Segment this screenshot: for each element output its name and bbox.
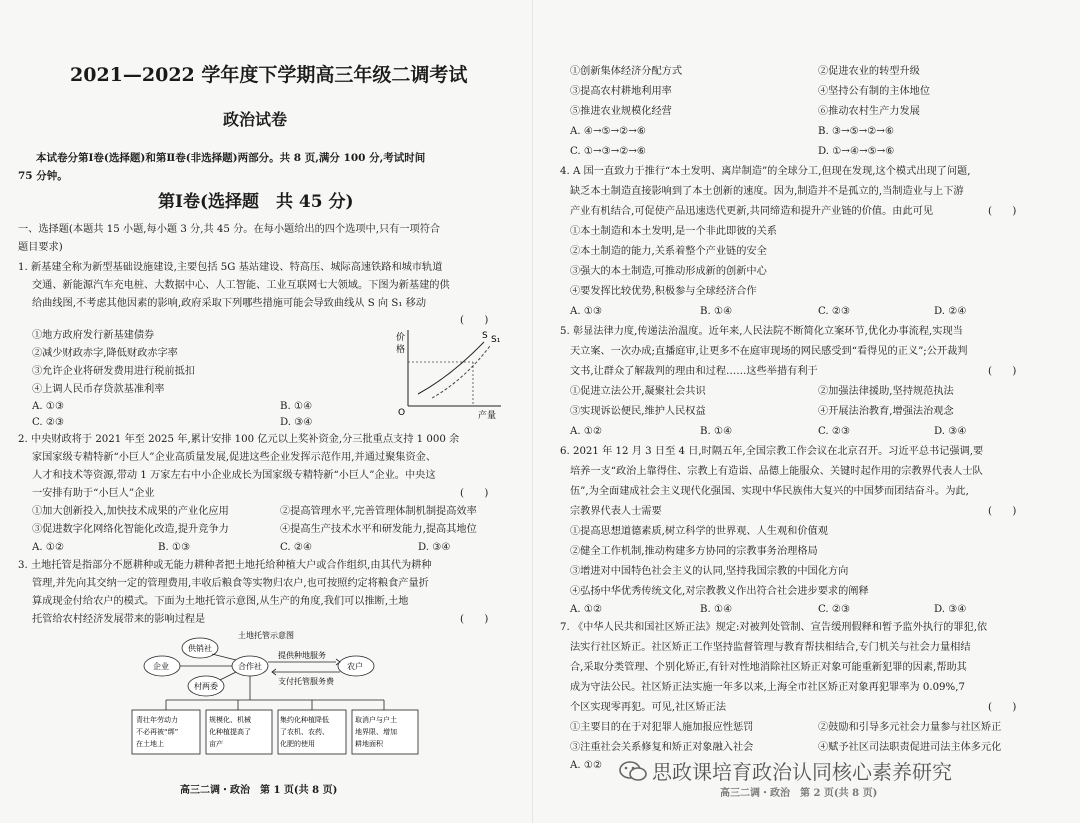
q6-line-2: 培养一支“政治上靠得住、宗教上有造诣、品德上能服众、关键时起作用的宗教界代表人士队: [570, 466, 983, 477]
q3-answer-d: D. ①→④→⑤→⑥: [818, 146, 895, 157]
q3-line-2: 管理,并先向其交纳一定的管理费用,丰收后粮食等实物归农户,也可按照约定将粮食产量折: [32, 578, 429, 589]
box4-line2: 地界限、增加: [355, 728, 397, 736]
box2-line1: 规模化、机械: [209, 716, 251, 724]
q6-answer-d: D. ③④: [934, 604, 967, 615]
q2-item-1: ①加大创新投入,加快技术成果的产业化应用: [32, 506, 229, 517]
box3-line2: 了农机、农药、: [280, 728, 329, 736]
supply-curve-s: [418, 342, 484, 394]
q1-paren: ( ): [460, 315, 489, 326]
q7-item-3: ③注重社会关系修复和矫正对象融入社会: [570, 742, 754, 753]
q6-line-3: 伍”,为全面建成社会主义现代化强国、实现中华民族伟大复兴的中国梦而团结奋斗。为此,: [570, 486, 969, 497]
q3-item-3: ③提高农村耕地利用率: [570, 86, 672, 97]
watermark-text: 思政课培育政治认同核心素养研究: [652, 760, 952, 784]
wechat-icon: [618, 758, 648, 784]
box1-line1: 青壮年劳动力: [136, 716, 178, 724]
right-page: [560, 0, 1038, 823]
origin-label: O: [398, 408, 406, 418]
q2-line-2: 家国家级专精特新“小巨人”企业高质量发展,促进这些企业发挥示范作用,并通过聚集资金、: [32, 452, 437, 463]
q1-line-2: 交通、新能源汽车充电桩、大数据中心、人工智能、工业互联网七大领域。下图为新基建的供: [32, 280, 450, 291]
q6-line-1: 6. 2021 年 12 月 3 日至 4 日,时隔五年,全国宗教工作会议在北京召开。习近平总书记强调,要: [560, 446, 984, 457]
q4-item-1: ①本土制造和本土发明,是一个非此即彼的关系: [570, 226, 777, 237]
q1-item-4: ④上调人民币存贷款基准利率: [32, 384, 165, 395]
supply-curve-s1: [432, 346, 490, 398]
q7-item-4: ④赋予社区司法职责促进司法主体多元化: [818, 742, 1002, 753]
q7-paren: ( ): [988, 702, 1017, 713]
q1-line-1: 1. 新基建全称为新型基础设施建设,主要包括 5G 基站建设、特高压、城际高速铁路和城市轨道: [18, 262, 443, 273]
q1-item-1: ①地方政府发行新基建债券: [32, 330, 155, 341]
left-page: [18, 0, 504, 823]
q3-paren: ( ): [460, 614, 489, 625]
node-village-label: 村两委: [194, 682, 218, 691]
link-village-coop: [220, 672, 236, 680]
instruction-line-2: 题目要求): [18, 242, 63, 253]
page-fold: [532, 0, 533, 823]
q5-answer-b: B. ①④: [700, 426, 733, 437]
q6-item-3: ③增进对中国特色社会主义的认同,坚持我国宗教的中国化方向: [570, 566, 849, 577]
x-label: 产量: [478, 411, 497, 421]
q1-answer-c: C. ②③: [32, 417, 65, 428]
right-footer: 高三二调・政治 第 2 页(共 8 页): [720, 788, 878, 799]
q2-paren: ( ): [460, 488, 489, 499]
q3-line-1: 3. 土地托管是指部分不愿耕种或无能力耕种者把土地托给种植大户或合作组织,由其代为耕种: [18, 560, 432, 571]
q4-line-2: 缺乏本土制造直接影响到了本土创新的速度。因为,制造并不是孤立的,当制造业与上下游: [570, 186, 964, 197]
q6-line-4: 宗教界代表人士需要: [570, 506, 662, 517]
q2-answer-b: B. ①③: [158, 542, 191, 553]
q2-line-4: 一安排有助于“小巨人”企业: [32, 488, 155, 499]
q3-item-1: ①创新集体经济分配方式: [570, 66, 683, 77]
q6-item-1: ①提高思想道德素质,树立科学的世界观、人生观和价值观: [570, 526, 828, 537]
q6-answer-c: C. ②③: [818, 604, 851, 615]
q5-answer-d: D. ③④: [934, 426, 967, 437]
q1-item-2: ②减少财政赤字,降低财政赤字率: [32, 348, 178, 359]
q1-line-3: 给曲线图,不考虑其他因素的影响,政府采取下列哪些措施可能会导致曲线从 S 向 S₁ 移动: [32, 298, 427, 309]
q3-item-2: ②促进农业的转型升级: [818, 66, 920, 77]
section-title: 第Ⅰ卷(选择题 共 45 分): [158, 192, 354, 212]
q5-paren: ( ): [988, 366, 1017, 377]
q4-item-2: ②本土制造的能力,关系着整个产业链的安全: [570, 246, 767, 257]
q3-item-6: ⑥推动农村生产力发展: [818, 106, 920, 117]
q3-answer-b: B. ③→⑤→②→⑥: [818, 126, 895, 137]
y-label-1: 价: [396, 333, 406, 343]
q3-line-3: 算成现金付给农户的模式。下面为土地托管示意图,从生产的角度,我们可以推断,土地: [32, 596, 409, 607]
diagram-title: 土地托管示意图: [238, 631, 294, 640]
q1-answer-d: D. ③④: [280, 417, 313, 428]
q7-item-2: ②鼓励和引导多元社会力量参与社区矫正: [818, 722, 1002, 733]
intro-line-1: 本试卷分第Ⅰ卷(选择题)和第Ⅱ卷(非选择题)两部分。共 8 页,满分 100 分,考试时间: [36, 152, 426, 164]
exam-subtitle: 政治试卷: [223, 110, 288, 129]
q2-answer-a: A. ①②: [32, 542, 65, 553]
q4-item-3: ③强大的本土制造,可推动形成新的创新中心: [570, 266, 767, 277]
q7-line-3: 合,采取分类管理、个别化矫正,有针对性地消除社区矫正对象可能重新犯罪的因素,帮助其: [570, 662, 967, 673]
q2-answer-c: C. ②④: [280, 542, 313, 553]
q7-answer-a: A. ①②: [570, 760, 603, 771]
node-supply-coop-label: 供销社: [188, 644, 212, 653]
q3-item-5: ⑤推进农业规模化经营: [570, 106, 672, 117]
instruction-line-1: 一、选择题(本题共 15 小题,每小题 3 分,共 45 分。在每小题给出的四个选项中,只有一项符合: [18, 224, 441, 235]
q6-answer-a: A. ①②: [570, 604, 603, 615]
q4-item-4: ④要发挥比较优势,积极参与全球经济合作: [570, 286, 757, 297]
link-supply-coop: [212, 654, 236, 660]
q7-line-4: 成为守法公民。社区矫正法实施一年多以来,上海全市社区矫正对象再犯罪率为 0.09%,7: [570, 682, 965, 693]
q6-item-2: ②健全工作机制,推动构建多方协同的宗教事务治理格局: [570, 546, 818, 557]
q6-answer-b: B. ①④: [700, 604, 733, 615]
box4-line1: 取消户与户土: [355, 716, 397, 724]
service-label: 提供种地服务: [278, 651, 326, 660]
box1-line3: 在土地上: [136, 740, 164, 748]
node-farmer-label: 农户: [347, 662, 363, 671]
box3-line3: 化肥的使用: [280, 740, 315, 748]
q4-answer-d: D. ②④: [934, 306, 967, 317]
q4-answer-c: C. ②③: [818, 306, 851, 317]
q5-line-1: 5. 彰显法律力度,传递法治温度。近年来,人民法院不断简化立案环节,优化办事流程,实现当: [560, 326, 963, 337]
left-footer: 高三二调・政治 第 1 页(共 8 页): [180, 785, 338, 796]
q7-line-5: 个区实现零再犯。可见,社区矫正法: [570, 702, 727, 713]
y-label-2: 格: [396, 345, 406, 355]
box4-line3: 耕地面积: [355, 740, 383, 748]
q2-line-3: 人才和技术等资源,带动 1 万家左右中小企业成长为国家级专精特新“小巨人”企业。中央这: [32, 470, 436, 481]
q5-answer-c: C. ②③: [818, 426, 851, 437]
q3-answer-c: C. ①→③→②→⑥: [570, 146, 647, 157]
box2-line2: 化种植提高了: [209, 728, 251, 736]
q1-answer-b: B. ①④: [280, 401, 313, 412]
box1-line2: 不必再被“绑”: [136, 728, 179, 736]
q5-item-2: ②加强法律援助,坚持规范执法: [818, 386, 954, 397]
q2-line-1: 2. 中央财政将于 2021 年至 2025 年,累计安排 100 亿元以上奖补资金,分三批重点支持 1 000 余: [18, 434, 460, 445]
box3-line1: 集约化种植降低: [280, 716, 329, 724]
land-trust-diagram: [128, 628, 448, 778]
q5-line-2: 天立案、一次办成;直播庭审,让更多不在庭审现场的网民感受到“看得见的正义”;公开裁判: [570, 346, 968, 357]
node-coop-label: 合作社: [238, 662, 262, 671]
supply-curve-graph: [396, 322, 506, 422]
q2-item-3: ③促进数字化网络化智能化改造,提升竞争力: [32, 524, 229, 535]
q4-paren: ( ): [988, 206, 1017, 217]
q4-line-1: 4. A 国一直致力于推行“本土发明、离岸制造”的全球分工,但现在发现,这个模式出现了问题,: [560, 166, 971, 177]
q6-paren: ( ): [988, 506, 1017, 517]
q5-item-4: ④开展法治教育,增强法治观念: [818, 406, 954, 417]
q3-answer-a: A. ④→⑤→②→⑥: [570, 126, 646, 137]
q7-line-2: 法实行社区矫正。社区矫正工作坚持监督管理与教育帮扶相结合,专门机关与社会力量相结: [570, 642, 971, 653]
q2-item-2: ②提高管理水平,完善管理体制机制提高效率: [280, 506, 477, 517]
box2-line3: 亩产: [209, 740, 223, 748]
q7-item-1: ①主要目的在于对犯罪人施加报应性惩罚: [570, 722, 754, 733]
q2-answer-d: D. ③④: [418, 542, 451, 553]
q3-item-4: ④坚持公有制的主体地位: [818, 86, 931, 97]
q2-item-4: ④提高生产技术水平和研发能力,提高其地位: [280, 524, 477, 535]
q7-line-1: 7. 《中华人民共和国社区矫正法》规定:对被判处管制、宣告缓刑假释和暂予监外执行的罪犯,依: [560, 622, 988, 633]
q5-line-3: 文书,让群众了解裁判的理由和过程……这些举措有利于: [570, 366, 818, 377]
fee-label: 支付托管服务费: [278, 677, 334, 686]
s1-label: S₁: [491, 335, 501, 345]
exam-title: 2021—2022 学年度下学期高三年级二调考试: [70, 64, 468, 86]
q1-answer-a: A. ①③: [32, 401, 65, 412]
q5-item-1: ①促进立法公开,凝聚社会共识: [570, 386, 706, 397]
node-enterprise-label: 企业: [153, 662, 169, 671]
q4-answer-a: A. ①③: [570, 306, 603, 317]
q4-answer-b: B. ①④: [700, 306, 733, 317]
q3-line-4: 托管给农村经济发展带来的影响过程是: [32, 614, 206, 625]
q6-item-4: ④弘扬中华优秀传统文化,对宗教教义作出符合社会进步要求的阐释: [570, 586, 869, 597]
q5-item-3: ③实现诉讼便民,维护人民权益: [570, 406, 706, 417]
intro-line-2: 75 分钟。: [18, 170, 68, 182]
q5-answer-a: A. ①②: [570, 426, 603, 437]
q4-line-3: 产业有机结合,可促使产品迅速迭代更新,共同缔造和提升产业链的价值。由此可见: [570, 206, 934, 217]
q1-item-3: ③允许企业将研发费用进行税前抵扣: [32, 366, 195, 377]
s-label: S: [482, 331, 488, 341]
